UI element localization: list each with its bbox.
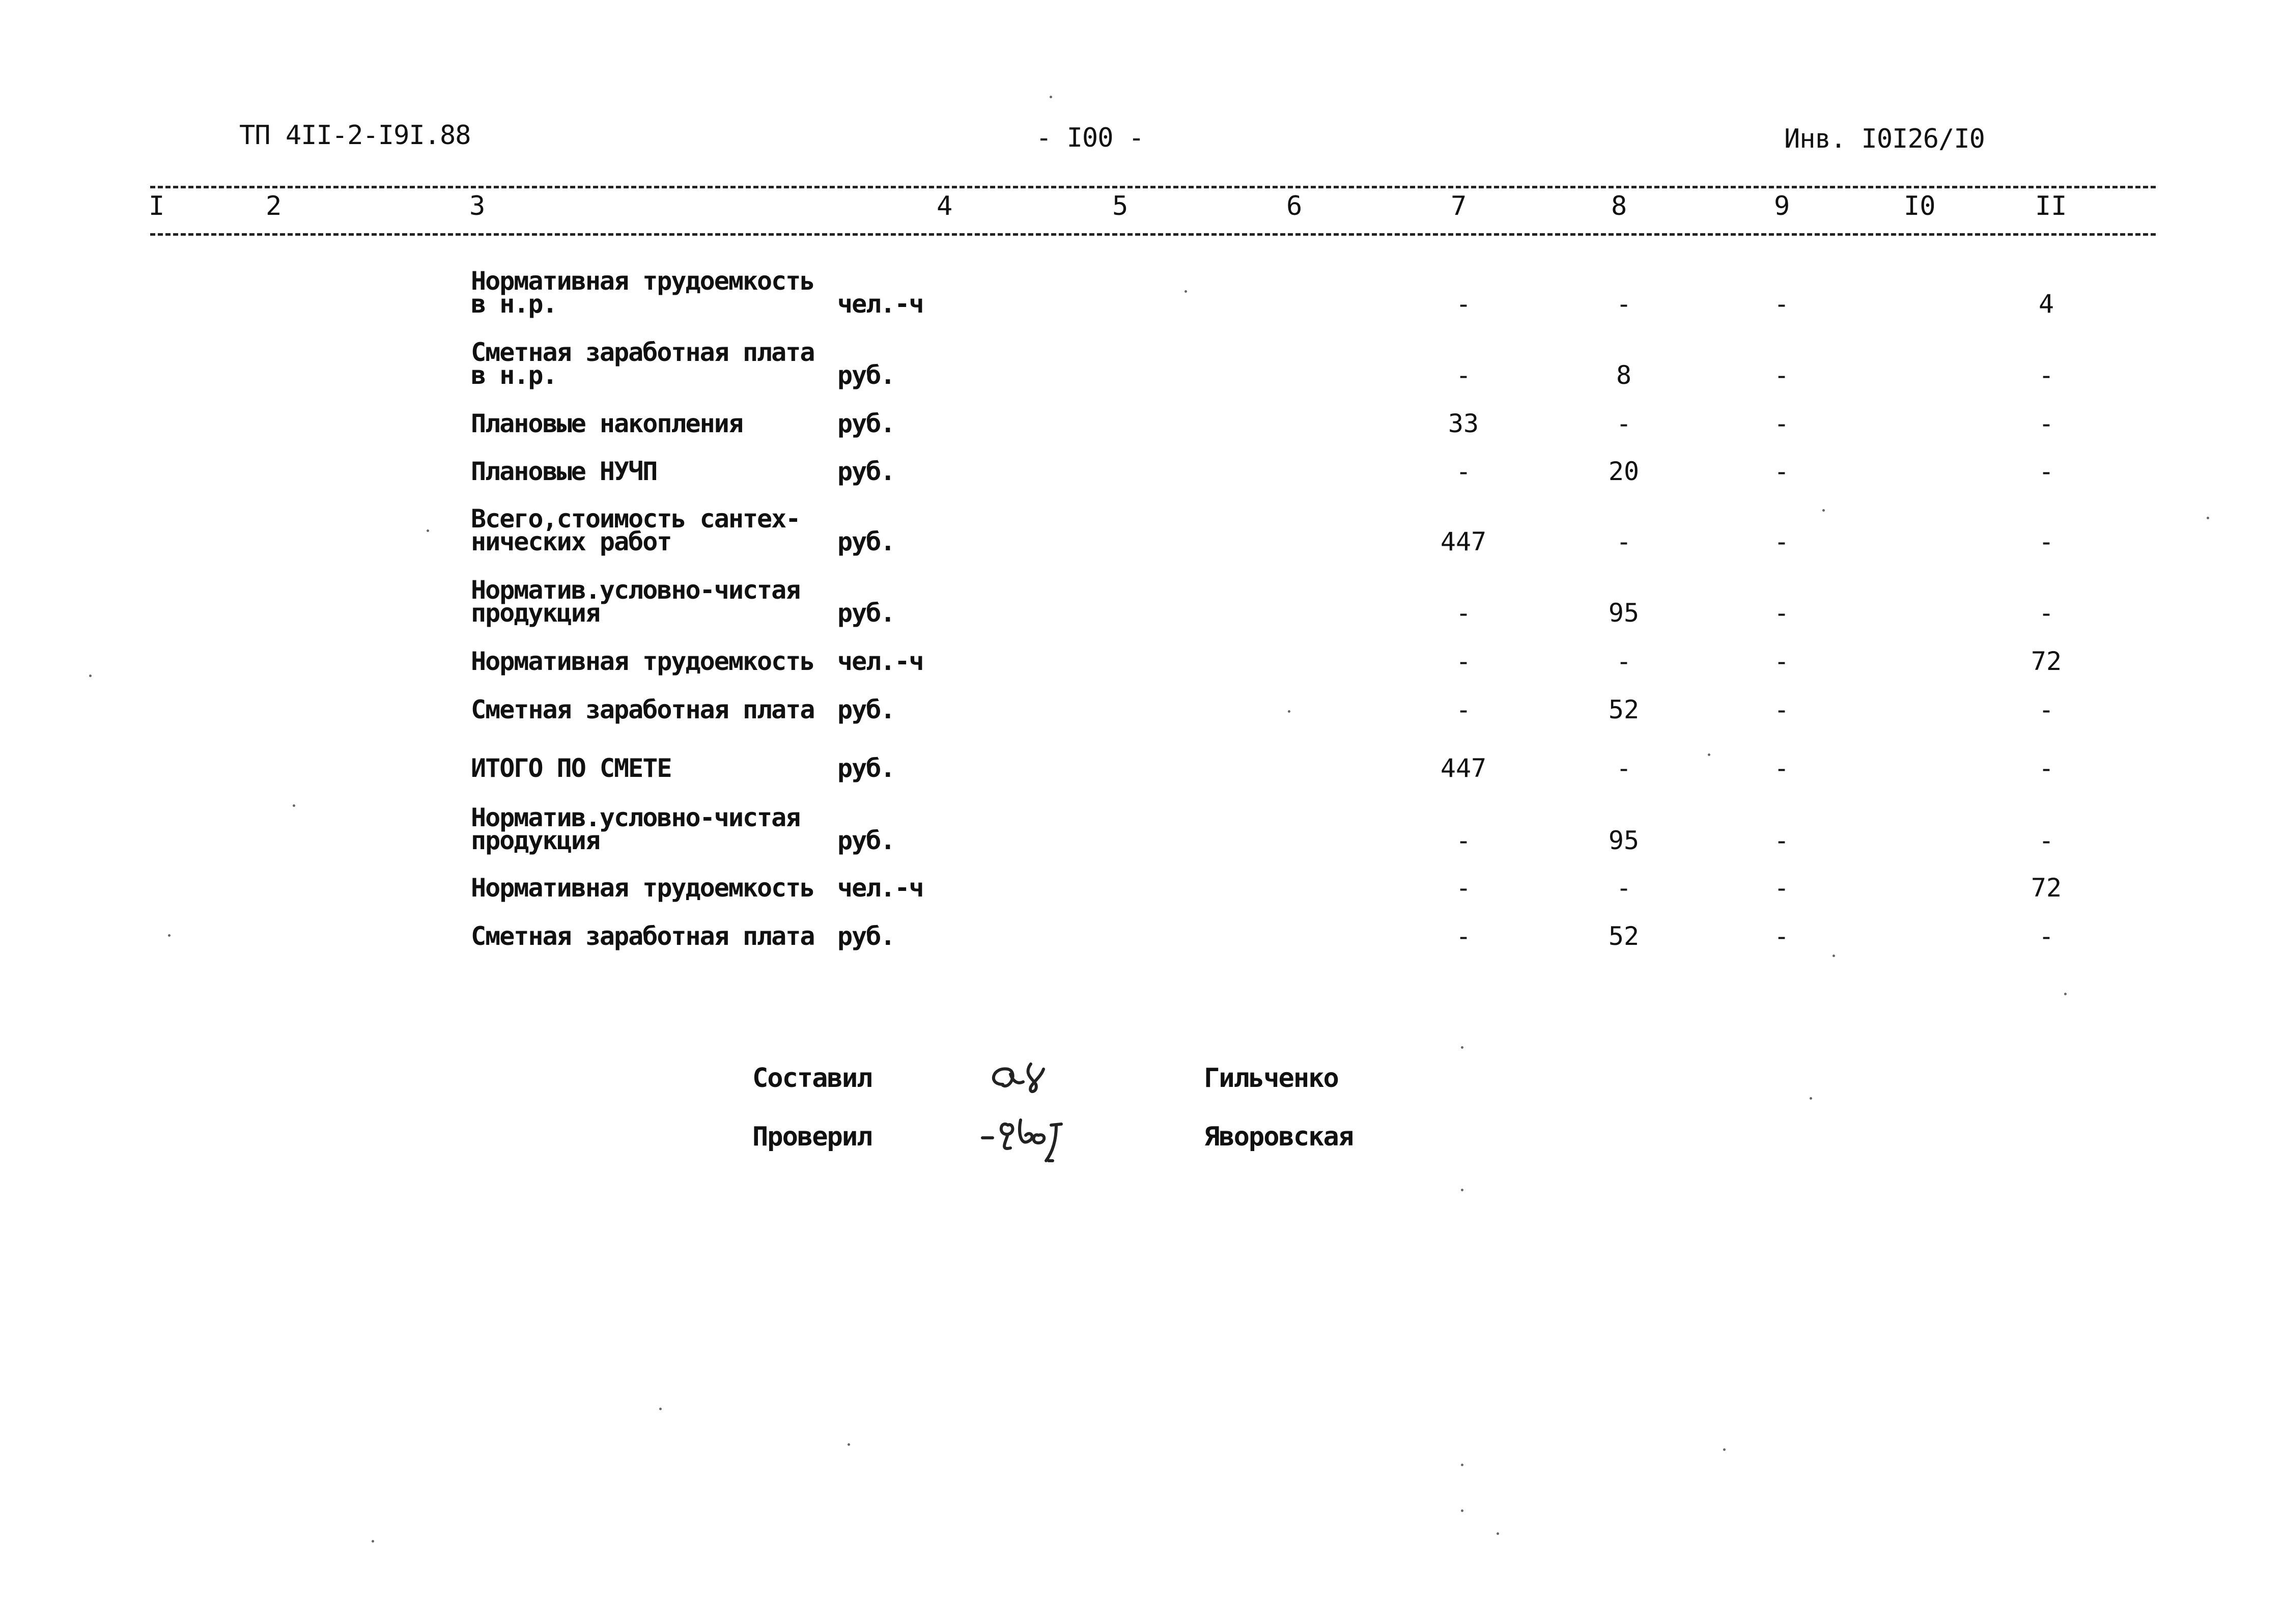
cell-col-9: -: [1773, 753, 1790, 783]
table-top-rule: [150, 186, 2156, 188]
cell-col-11: -: [2038, 527, 2054, 556]
row-label: Всего,стоимость сантех-: [471, 504, 800, 534]
cell-col-8: 95: [1608, 826, 1640, 855]
row-label: продукция: [471, 826, 600, 855]
checked-signature: [977, 1105, 1110, 1171]
cell-col-7: -: [1455, 289, 1472, 319]
cell-col-8: -: [1616, 647, 1632, 676]
cell-col-11: -: [2038, 360, 2054, 390]
compiled-signature: [982, 1054, 1094, 1110]
cell-col-11: -: [2038, 921, 2054, 951]
row-unit: чел.-ч: [837, 873, 923, 903]
cell-col-7: -: [1455, 360, 1472, 390]
scan-speck: [1288, 710, 1290, 713]
scan-speck: [1822, 509, 1825, 512]
scan-speck: [659, 1408, 662, 1410]
scan-speck: [89, 675, 92, 677]
cell-col-11: -: [2038, 695, 2054, 724]
column-number: 8: [1611, 191, 1627, 221]
scan-speck: [1723, 1448, 1726, 1451]
row-label: Сметная заработная плата: [471, 921, 814, 951]
cell-col-8: -: [1616, 873, 1632, 903]
column-number: 5: [1112, 191, 1129, 221]
compiled-by-name: Гильченко: [1204, 1063, 1338, 1094]
scan-speck: [2064, 993, 2067, 995]
cell-col-9: -: [1773, 873, 1790, 903]
cell-col-8: 52: [1608, 695, 1640, 724]
scan-speck: [293, 804, 295, 807]
row-label: Сметная заработная плата: [471, 338, 814, 367]
cell-col-11: -: [2038, 826, 2054, 855]
column-number: I: [149, 191, 165, 221]
row-unit: руб.: [837, 598, 895, 628]
row-unit: чел.-ч: [837, 289, 923, 319]
cell-col-7: -: [1455, 457, 1472, 486]
cell-col-11: 72: [2031, 873, 2062, 903]
row-label: нических работ: [471, 527, 671, 556]
column-number: 3: [469, 191, 486, 221]
checked-by-name: Яворовская: [1204, 1122, 1354, 1152]
document-code: ТП 4II-2-I9I.88: [239, 120, 471, 151]
scan-speck: [372, 1540, 374, 1543]
scan-speck: [848, 1443, 850, 1446]
row-label: в н.р.: [471, 360, 557, 390]
cell-col-7: -: [1455, 826, 1472, 855]
cell-col-8: 52: [1608, 921, 1640, 951]
cell-col-9: -: [1773, 527, 1790, 556]
row-label: в н.р.: [471, 289, 557, 319]
cell-col-9: -: [1773, 360, 1790, 390]
scan-speck: [1461, 1464, 1463, 1466]
scan-speck: [2207, 517, 2209, 519]
scan-speck: [427, 529, 429, 532]
row-label: Нормативная трудоемкость: [471, 873, 814, 903]
scan-speck: [1461, 1046, 1463, 1049]
row-label: ИТОГО ПО СМЕТЕ: [471, 753, 671, 783]
row-unit: руб.: [837, 753, 895, 783]
cell-col-8: 8: [1616, 360, 1632, 390]
cell-col-7: -: [1455, 921, 1472, 951]
cell-col-8: -: [1616, 289, 1632, 319]
row-label: Нормативная трудоемкость: [471, 266, 814, 296]
row-label: Плановые НУЧП: [471, 457, 657, 486]
cell-col-9: -: [1773, 647, 1790, 676]
column-number: 6: [1286, 191, 1303, 221]
row-label: Сметная заработная плата: [471, 695, 814, 724]
cell-col-11: -: [2038, 598, 2054, 628]
cell-col-9: -: [1773, 457, 1790, 486]
scan-speck: [1810, 1097, 1812, 1100]
page-number: - I00 -: [1036, 123, 1144, 153]
row-unit: руб.: [837, 360, 895, 390]
cell-col-8: -: [1616, 753, 1632, 783]
column-number: 4: [937, 191, 953, 221]
scan-speck: [168, 934, 171, 937]
column-number: II: [2035, 191, 2067, 221]
compiled-by-label: Составил: [752, 1063, 872, 1094]
cell-col-11: -: [2038, 409, 2054, 438]
cell-col-7: 33: [1448, 409, 1479, 438]
cell-col-9: -: [1773, 921, 1790, 951]
scan-speck: [1832, 955, 1835, 957]
row-label: Плановые накопления: [471, 409, 743, 438]
checked-by-label: Проверил: [752, 1122, 872, 1152]
cell-col-9: -: [1773, 289, 1790, 319]
column-number: 9: [1774, 191, 1790, 221]
row-label: Норматив.условно-чистая: [471, 575, 800, 605]
cell-col-7: -: [1455, 695, 1472, 724]
column-number: 7: [1451, 191, 1467, 221]
cell-col-9: -: [1773, 695, 1790, 724]
scan-speck: [1497, 1532, 1499, 1535]
row-label: продукция: [471, 598, 600, 628]
cell-col-11: -: [2038, 457, 2054, 486]
cell-col-7: -: [1455, 598, 1472, 628]
scan-speck: [1185, 290, 1187, 293]
cell-col-11: 4: [2038, 289, 2054, 319]
cell-col-7: 447: [1440, 527, 1487, 556]
row-unit: руб.: [837, 457, 895, 486]
column-number: I0: [1904, 191, 1936, 221]
cell-col-7: -: [1455, 647, 1472, 676]
cell-col-9: -: [1773, 826, 1790, 855]
cell-col-8: 95: [1608, 598, 1640, 628]
table-header-rule: [150, 233, 2156, 236]
row-unit: руб.: [837, 409, 895, 438]
cell-col-11: 72: [2031, 647, 2062, 676]
scan-speck: [1461, 1509, 1463, 1512]
cell-col-8: 20: [1608, 457, 1640, 486]
row-unit: чел.-ч: [837, 647, 923, 676]
inventory-number: Инв. I0I26/I0: [1784, 124, 1985, 154]
scan-speck: [1461, 1189, 1463, 1191]
cell-col-8: -: [1616, 409, 1632, 438]
row-unit: руб.: [837, 826, 895, 855]
row-label: Норматив.условно-чистая: [471, 803, 800, 832]
scan-speck: [1708, 753, 1710, 756]
cell-col-8: -: [1616, 527, 1632, 556]
cell-col-11: -: [2038, 753, 2054, 783]
column-number: 2: [266, 191, 282, 221]
scan-speck: [1050, 96, 1052, 98]
row-label: Нормативная трудоемкость: [471, 647, 814, 676]
row-unit: руб.: [837, 527, 895, 556]
cell-col-9: -: [1773, 598, 1790, 628]
cell-col-7: -: [1455, 873, 1472, 903]
row-unit: руб.: [837, 921, 895, 951]
cell-col-7: 447: [1440, 753, 1487, 783]
row-unit: руб.: [837, 695, 895, 724]
cell-col-9: -: [1773, 409, 1790, 438]
